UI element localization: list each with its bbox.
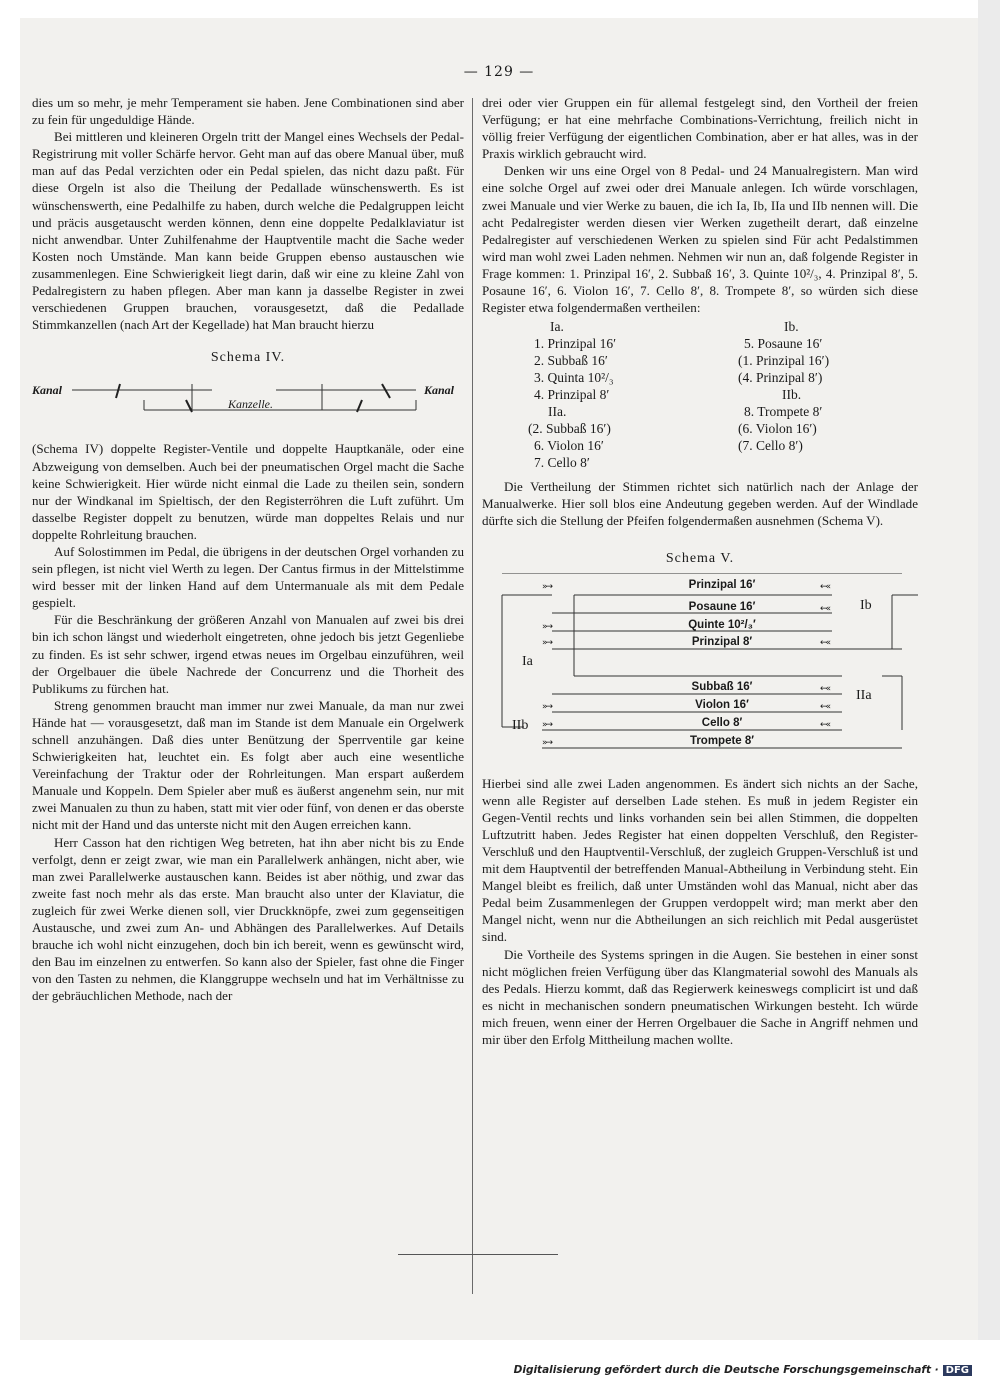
group-ib-item: (1. Prinzipal 16′) bbox=[738, 353, 830, 369]
arrow-out: ←« bbox=[820, 719, 830, 730]
arrow-out: ←« bbox=[820, 683, 830, 694]
group-iia-title: IIa. bbox=[548, 404, 567, 420]
scanned-page bbox=[20, 18, 978, 1340]
pipe-row: Subbaß 16′ bbox=[691, 680, 753, 693]
group-iib-title: IIb. bbox=[782, 387, 802, 403]
scan-edge bbox=[978, 0, 1000, 1340]
pipe-row: Prinzipal 8′ bbox=[691, 635, 753, 648]
paragraph: Die Vortheile des Systems springen in die Augen. Sie bestehen in einer sonst nicht möglichen freien Verfügung über das Klangmaterial sowohl des Manuals als des Pedals. Hierzu kommt, daß das Regierwerk keineswegs complicirt ist und daß es nicht in mechanischen sondern pneumatischen Wirkungen besteht. Ich würde mich freuen, wenn einer der Herren Orgelbauer die Sache in Angriff nehmen und mir über den Erfolg Mittheilung machen wollte. bbox=[482, 946, 918, 1047]
arrow-out: ←« bbox=[820, 581, 830, 592]
group-iia-item: (2. Subbaß 16′) bbox=[528, 421, 611, 437]
pipe-row: Cello 8′ bbox=[701, 716, 743, 729]
group-ia-item: 1. Prinzipal 16′ bbox=[534, 336, 617, 352]
group-ib-item: 5. Posaune 16′ bbox=[744, 336, 823, 352]
group-ia-title: Ia. bbox=[550, 319, 564, 335]
arrow-in: »→ bbox=[542, 719, 552, 730]
group-iia-item: 6. Violon 16′ bbox=[534, 438, 604, 454]
paragraph: Die Vertheilung der Stimmen richtet sich natürlich nach der Anlage der Manualwerke. Hier soll blos eine Andeutung gegeben werden. Auf der Windlade dürfte sich die Stellung der Pfeifen folgendermaßen ausnehmen (Schema V). bbox=[482, 479, 918, 529]
label-iia: IIa bbox=[856, 687, 872, 703]
group-ia-item: 2. Subbaß 16′ bbox=[534, 353, 608, 369]
group-iia-item: 7. Cello 8′ bbox=[534, 455, 590, 471]
paragraph: drei oder vier Gruppen ein für allemal festgelegt sind, den Vortheil der freien Verfügung; er hat eine mehrfache Combinations-Verrichtung, freilich nicht in völlig freier Verfügung der eigentlichen Combination, aber er hat alles, was in der Praxis wirklich gebraucht wird. bbox=[482, 95, 918, 162]
arrow-out: ←« bbox=[820, 603, 830, 614]
footer-text: Digitalisierung gefördert durch die Deutsche Forschungsgemeinschaft · bbox=[513, 1364, 939, 1376]
pipe-row: Violon 16′ bbox=[695, 698, 749, 711]
paragraph: Denken wir uns eine Orgel von 8 Pedal- und 24 Manualregistern. Man wird eine solche Orgel auf zwei oder drei Manuale anlegen. Ich würde vorschlagen, zwei Manuale und vier Werke zu bauen, die ich Ia, Ib, IIa und IIb nennen will. Die acht Pedalregister werden diesen vier Werken zugetheilt derart, daß einzelne Pedalregister auf verschiedenen Werken zu spielen sind Für acht Pedalstimmen wird man wohl zwei Laden nehmen. Nehmen wir nun an, daß folgende Register in Frage kommen: 1. Prinzipal 16′, 2. Subbaß 16′, 3. Quinte 10²/₃, 4. Prinzipal 8′, 5. Posaune 16′, 6. Violon 16′, 7. Cello 8′, 8. Trompete 8′, so würden sich diese Register etwa folgendermaßen vertheilen: bbox=[482, 163, 918, 316]
label-ia: Ia bbox=[522, 653, 533, 669]
column-divider bbox=[472, 98, 473, 1294]
group-ia-item: 3. Quinta 10²/₃ bbox=[534, 370, 614, 386]
footer-credit bbox=[514, 1364, 972, 1376]
pipe-row: Prinzipal 16′ bbox=[688, 578, 756, 591]
dfg-logo: DFG bbox=[943, 1365, 972, 1376]
group-ib-item: (4. Prinzipal 8′) bbox=[738, 370, 823, 386]
pipe-row: Trompete 8′ bbox=[689, 734, 755, 747]
schema-iv-diagram bbox=[32, 370, 464, 422]
kanal-right-label: Kanal bbox=[424, 383, 455, 398]
paragraph: Herr Casson hat den richtigen Weg betreten, hat ihn aber nicht bis zu Ende verfolgt, denn er zeigt zwar, wie man ein Parallelwerk anhängen, nicht aber, wie man zwei Parallelwerke austauschen kann. Beides ist aber nöthig, und zwar das zweite fast noch mehr als das erste. Man braucht also unter der Klaviatur, die zugleich für zwei Werke dienen soll, vier Druckknöpfe, zwei zum gegenseitigen Austausche, und zwei zum An- und Abhängen des Parallelwerkes. Auf Details brauche ich wohl nicht einzugehen, doch bin ich bereit, wenn es gewünscht wird, den Bau im einzelnen zu entwerfen. So kann also der Spieler, fast ohne die Finger von den Tasten zu nehmen, die Klanggruppe wechseln und hat im Verhältnisse zu der gebräuchlichen Methode, nach der bbox=[32, 834, 464, 1004]
group-ib-title: Ib. bbox=[784, 319, 799, 335]
page-number: — 129 — bbox=[463, 64, 535, 80]
paragraph: Bei mittleren und kleineren Orgeln tritt der Mangel eines Wechsels der Pedal-Registrirung mit voller Schärfe hervor. Geht man auf das obere Manual über, muß man auf das Pedal verzichten oder ein Pedal spielen, das nicht dazu paßt. Für diese Orgeln ist also die Theilung der Pedallade wünschenswerth. Es ist wünschenswerth, eine Pedalhilfe zu haben, durch welche die Pedalgruppen leicht und präcis ausgetauscht werden können, denn eine doppelte Pedalklaviatur ist nicht anwendbar. Unter Zuhilfenahme der Hauptventile macht die Sache weder Kosten noch Umstände. Man kann beide Gruppen ebenso austauschen wie zusammenlegen. Eine Schwierigkeit liegt darin, daß wir eine zu kleine Zahl von Pedalregistern zu haben pflegen. Aber man kann ja dasselbe Register in zwei verschiedenen Gruppen brauchen, vorausgesetzt, daß die Pedallade Stimmkanzellen (nach Art der Kegellade) hat Man braucht hierzu bbox=[32, 129, 464, 333]
group-iib-item: (7. Cello 8′) bbox=[738, 438, 803, 454]
arrow-out: ←« bbox=[820, 637, 830, 648]
kanal-left-label: Kanal bbox=[32, 383, 63, 398]
left-column bbox=[32, 94, 464, 1005]
arrow-in: »→ bbox=[542, 581, 552, 592]
schema-v-title: Schema V. bbox=[665, 550, 735, 566]
arrow-in: »→ bbox=[542, 737, 552, 748]
pipe-row: Posaune 16′ bbox=[688, 600, 756, 613]
closing-rule bbox=[398, 1254, 558, 1255]
paragraph: (Schema IV) doppelte Register-Ventile und doppelte Hauptkanäle, oder eine Abzweigung von demselben. Auch bei der pneumatischen Orgel macht die Sache keine Schwierigkeit. Hier würde nicht einmal die Lade zu theilen sein, sondern nur der Windkanal im Spieltisch, der den Registerröhren die Luft zuführt. Um dasselbe Register doppelt zu benutzen, würde man doppeltes Relais und nur doppelte Rohrleitung brauchen. bbox=[32, 441, 464, 542]
right-column bbox=[482, 94, 918, 1048]
paragraph: dies um so mehr, je mehr Temperament sie haben. Jene Combinationen sind aber zu fein für ungeduldige Hände. bbox=[32, 95, 464, 128]
schema-v-diagram bbox=[482, 573, 918, 757]
group-iib-item: (6. Violon 16′) bbox=[738, 421, 817, 437]
label-iib: IIb bbox=[512, 717, 529, 733]
pipe-row: Quinte 10²/₃′ bbox=[688, 618, 756, 631]
label-ib: Ib bbox=[860, 597, 872, 613]
paragraph: Hierbei sind alle zwei Laden angenommen. Es ändert sich nichts an der Sache, wenn alle Register auf derselben Lade stehen. Es muß in jedem Register ein Gegen-Ventil rechts und links vorhanden sein bei allen Stimmen, die doppelten Luftzutritt haben. Jedes Register hat einen doppelten Verschluß, den Register-Verschluß und den Hauptventil-Verschluß, der zugleich Gruppen-Verschluß ist und mit dem Hauptventil der betreffenden Manual-Abtheilung in Verbindung steht. Ein Mangel bleibt es freilich, daß unter Umständen wohl das Manual, nicht aber das Pedal beim Zusammenlegen der Gruppen verdoppelt wird; man merkt aber den Mangel nicht, wenn nur die Abtheilungen an sich reichlich mit Pedal ausgerüstet sind. bbox=[482, 775, 918, 945]
arrow-in: »→ bbox=[542, 701, 552, 712]
register-distribution bbox=[482, 318, 918, 471]
arrow-out: ←« bbox=[820, 701, 830, 712]
kanzelle-label: Kanzelle. bbox=[228, 397, 273, 412]
paragraph: Streng genommen braucht man immer nur zwei Manuale, da man nur zwei Hände hat — vorausgesetzt, daß man im Stande ist dem Manuale ein Orgelwerk schnell anzuhängen. Daß dies unter Benützung der Sperrventile gar keine Schwierigkeiten hat, leuchtet ein. Es folgt aber auch eine wesentliche Vereinfachung der Traktur oder der Rohrleitungen. Man erspart außerdem Manuale und Koppeln. Dem Spieler aber muß es äußerst angenehm sein, nur mit zwei Manualen zu thun zu haben, statt mit vier oder fünf, von denen er das oberste nicht mit der Hand und das unterste nicht mit den Augen erreichen kann. bbox=[32, 697, 464, 833]
arrow-in: »→ bbox=[542, 621, 552, 632]
group-iib-item: 8. Trompete 8′ bbox=[744, 404, 823, 420]
arrow-in: »→ bbox=[542, 637, 552, 648]
schema-iv-title: Schema IV. bbox=[210, 350, 286, 366]
group-ia-item: 4. Prinzipal 8′ bbox=[534, 387, 610, 403]
paragraph: Für die Beschränkung der größeren Anzahl von Manualen auf zwei bis drei bin ich schon längst und wiederholt eingetreten, ohne jedoch bis jetzt Gegenliebe zu finden. Es ist sehr schwer, irgend etwas neues im Orgelbau einzuführen, weil der Orgelbauer die übele Nachrede der Concurrenz und die Thorheit des Publikums zu fürchen hat. bbox=[32, 612, 464, 696]
paragraph: Auf Solostimmen im Pedal, die übrigens in der deutschen Orgel vorhanden zu sein pflegen, ist nicht viel Werth zu legen. Der Cantus firmus in der Mittelstimme wird besser mit der linken Hand auf dem Untermanuale als mit dem Pedale gespielt. bbox=[32, 543, 464, 611]
